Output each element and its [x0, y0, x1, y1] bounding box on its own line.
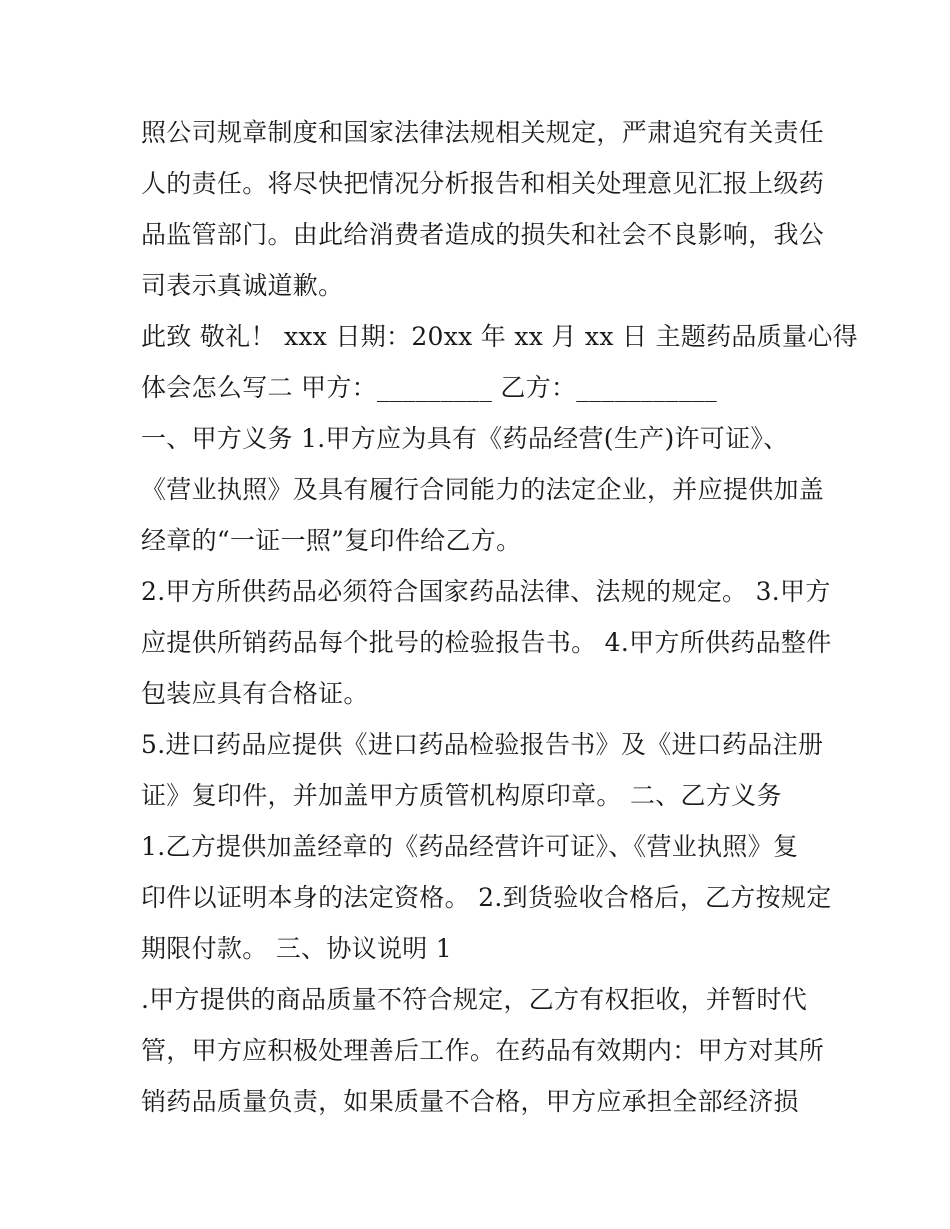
- text-line: 经章的“一证一照”复印件给乙方。: [141, 526, 522, 555]
- text-line: 体会怎么写二 甲方：_________ 乙方：___________: [141, 373, 718, 402]
- text-line: 司表示真诚道歉。: [141, 271, 344, 300]
- text-line: 品监管部门。由此给消费者造成的损失和社会不良影响，我公: [141, 220, 825, 249]
- text-line: .甲方提供的商品质量不符合规定，乙方有权拒收，并暂时代: [141, 985, 808, 1014]
- text-line: 包装应具有合格证。: [141, 679, 369, 708]
- text-line: 5.进口药品应提供《进口药品检验报告书》及《进口药品注册: [141, 730, 824, 759]
- text-line: 此致 敬礼！ xxx 日期：20xx 年 xx 月 xx 日 主题药品质量心得: [141, 322, 858, 351]
- text-line: 2.甲方所供药品必须符合国家药品法律、法规的规定。 3.甲方: [141, 577, 831, 606]
- text-line: 1.乙方提供加盖经章的《药品经营许可证》、《营业执照》复: [141, 832, 799, 861]
- text-line: 期限付款。 三、协议说明 1: [141, 934, 453, 963]
- text-line: 照公司规章制度和国家法律法规相关规定，严肃追究有关责任: [141, 118, 825, 147]
- text-line: 《营业执照》及具有履行合同能力的法定企业，并应提供加盖: [141, 475, 825, 504]
- text-line: 证》复印件，并加盖甲方质管机构原印章。 二、乙方义务: [141, 781, 782, 810]
- text-line: 人的责任。将尽快把情况分析报告和相关处理意见汇报上级药: [141, 169, 825, 198]
- text-line: 印件以证明本身的法定资格。 2.到货验收合格后，乙方按规定: [141, 883, 832, 912]
- text-line: 一、甲方义务 1.甲方应为具有《药品经营(生产)许可证》、: [141, 424, 789, 453]
- text-line: 销药品质量负责，如果质量不合格，甲方应承担全部经济损: [141, 1087, 799, 1116]
- text-line: 管，甲方应积极处理善后工作。在药品有效期内：甲方对其所: [141, 1036, 825, 1065]
- text-line: 应提供所销药品每个批号的检验报告书。 4.甲方所供药品整件: [141, 628, 832, 657]
- document-body: [141, 107, 858, 1127]
